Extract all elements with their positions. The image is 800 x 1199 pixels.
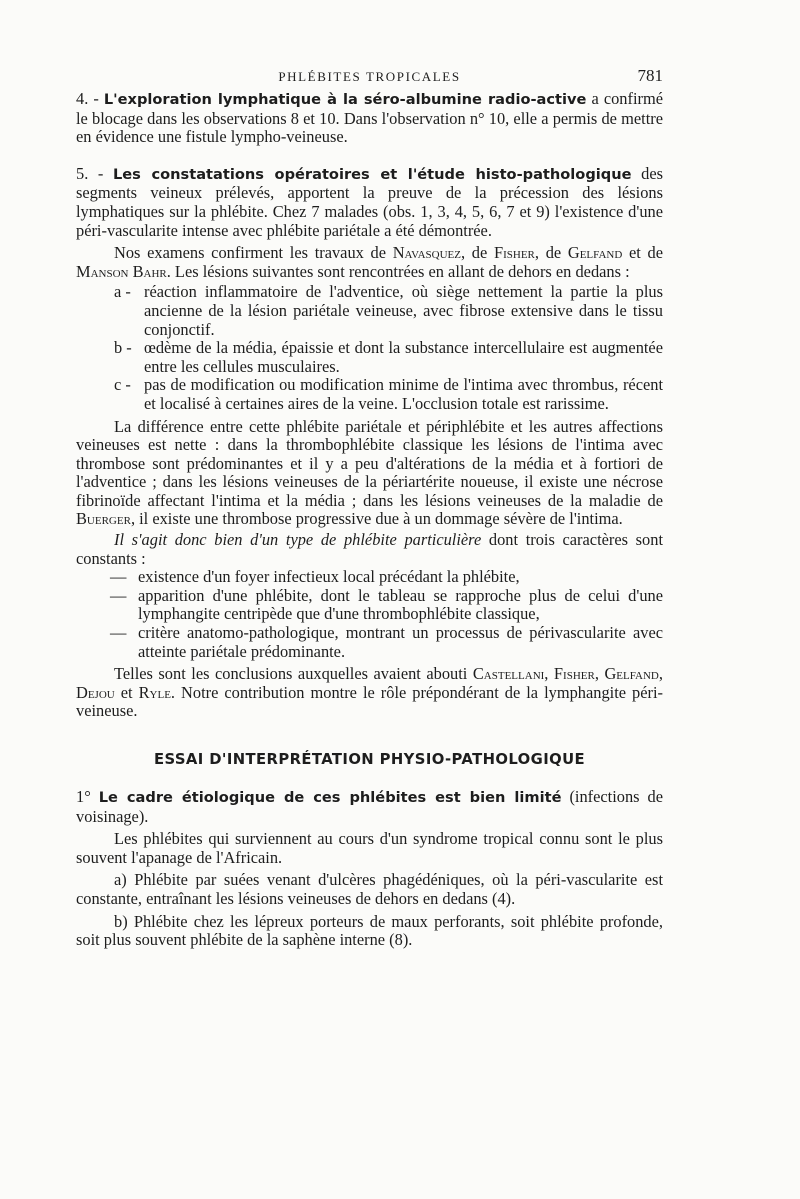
author-name: Buerger xyxy=(76,509,131,529)
paragraph-conclusion-type xyxy=(76,531,663,568)
paragraph-text: (infections de voisinage). xyxy=(76,787,663,826)
author-name: Fisher xyxy=(553,664,595,684)
list-item xyxy=(76,587,663,624)
list-item-text: œdème de la média, épaissie et dont la substance intercellulaire est augmentée entre les cellules musculaires. xyxy=(144,338,663,376)
italic-text: Il s'agit donc bien d'un type de phlébite particulière xyxy=(114,530,482,550)
text: , xyxy=(544,664,554,684)
text: et xyxy=(114,682,139,702)
list-item xyxy=(76,376,663,413)
author-name: Gelfand xyxy=(604,664,659,684)
page-header xyxy=(76,66,663,90)
item-heading: L'exploration lymphatique à la séro-albumine radio-active xyxy=(103,91,587,108)
author-name: Ryle xyxy=(138,682,171,702)
text: , xyxy=(658,664,663,684)
paragraph-difference xyxy=(76,418,663,530)
document-page xyxy=(76,66,663,950)
caracteres-list xyxy=(76,568,663,661)
text: Nos examens confirment les travaux de xyxy=(114,243,393,263)
list-marker: — xyxy=(110,585,127,605)
paragraph-text: a confirmé le blocage dans les observations 8 et 10. Dans l'observation n° 10, elle a permis de mettre en évidence une fistule lympho-veineuse. xyxy=(76,89,663,147)
list-marker: c - xyxy=(114,375,131,395)
list-item xyxy=(76,283,663,339)
text: , il existe une thrombose progressive due à un dommage sévère de l'intima. xyxy=(130,509,623,529)
list-marker: — xyxy=(110,567,127,587)
author-name: Fisher xyxy=(493,243,535,263)
paragraph-cadre xyxy=(76,788,663,826)
text: , de xyxy=(534,243,568,263)
paragraph-a: a) Phlébite par suées venant d'ulcères phagédéniques, où la péri-vascularite est constante, entraînant les lésions veineuses de dehors en dedans (4). xyxy=(76,870,663,908)
paragraph-b: b) Phlébite chez les lépreux porteurs de maux perforants, soit phlébite profonde, soit plus souvent phlébite de la saphène interne (8). xyxy=(76,911,663,950)
text: , de xyxy=(461,243,494,263)
list-item xyxy=(76,568,663,587)
list-marker: a - xyxy=(114,282,131,302)
text: Telles sont les conclusions auxquelles avaient abouti xyxy=(114,664,473,684)
paragraph-examens xyxy=(76,244,663,281)
running-title: PHLÉBITES TROPICALES xyxy=(278,69,461,84)
text: . Notre contribution montre le rôle prépondérant de la lymphangite péri-veineuse. xyxy=(76,682,663,721)
author-name: Dejou xyxy=(76,682,115,702)
page-number: 781 xyxy=(637,66,663,85)
item-number: 4. - xyxy=(76,89,104,108)
list-item xyxy=(76,339,663,376)
item-number: 1° xyxy=(76,787,99,806)
author-name: Manson Bahr xyxy=(76,261,167,281)
text: La différence entre cette phlébite pariétale et périphlébite et les autres affections veineuses est nette : dans la thrombophlébite classique les lésions de l'intima avec thrombose sont prédominantes et il y a peu d'altérations de la média et à fortiori de l'adventice ; dans les lésions veineuses de la périartérite noueuse, il existe une nécrose fibrinoïde affectant l'intima et la média ; dans les lésions veineuses de la maladie de xyxy=(76,416,663,510)
text: dont trois caractères sont constants : xyxy=(76,530,663,568)
paragraph-text: des segments veineux prélevés, apportent la preuve de la précession des lésions lymphatiques sur la phlébite. Chez 7 malades (obs. 1, 3, 4, 5, 6, 7 et 9) l'existence d'une péri-vascularite intense avec phlébite pariétale a été démontrée. xyxy=(76,163,663,240)
list-item-text: critère anatomo-pathologique, montrant un processus de périvascularite avec atteinte pariétale prédominante. xyxy=(138,623,663,661)
item-number: 5. - xyxy=(76,163,113,183)
lesions-list xyxy=(76,283,663,413)
text: , xyxy=(594,664,605,684)
text: et de xyxy=(622,243,664,263)
author-name: Castellani xyxy=(472,664,545,684)
item-heading: Les constatations opératoires et l'étude histo-pathologique xyxy=(112,165,632,183)
section-heading: ESSAI D'INTERPRÉTATION PHYSIO-PATHOLOGIQUE xyxy=(153,751,586,768)
text: . Les lésions suivantes sont rencontrées en allant de dehors en dedans : xyxy=(166,261,630,281)
list-item-text: réaction inflammatoire de l'adventice, où siège nettement la partie la plus ancienne de la lésion pariétale veineuse, avec fibrose extensive dans le tissu conjonctif. xyxy=(144,282,663,339)
list-marker: — xyxy=(110,623,127,643)
list-item-text: pas de modification ou modification minime de l'intima avec thrombus, récent et localisé à certaines aires de la veine. L'occlusion totale est rarissime. xyxy=(144,375,663,413)
item-heading: Le cadre étiologique de ces phlébites est bien limité xyxy=(98,789,562,806)
paragraph-telles xyxy=(76,665,663,721)
paragraph-5 xyxy=(76,165,663,240)
author-name: Gelfand xyxy=(567,243,623,263)
list-marker: b - xyxy=(114,338,132,358)
paragraph-phlebites: Les phlébites qui surviennent au cours d'un syndrome tropical connu sont le plus souvent l'apanage de l'Africain. xyxy=(76,829,663,867)
list-item-text: apparition d'une phlébite, dont le tableau se rapproche plus de celui d'une lymphangite centripède que d'une thrombophlébite classique, xyxy=(138,585,663,624)
list-item-text: existence d'un foyer infectieux local précédant la phlébite, xyxy=(138,567,520,587)
author-name: Navasquez xyxy=(392,243,461,263)
paragraph-4 xyxy=(76,90,663,147)
list-item xyxy=(76,624,663,661)
